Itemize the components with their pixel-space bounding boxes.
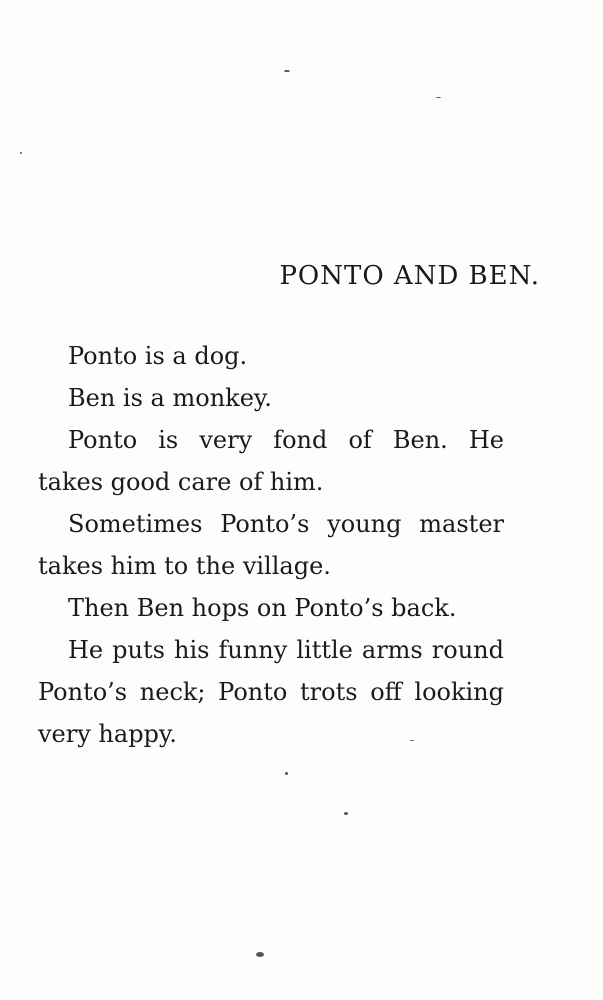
text-line: very happy. bbox=[38, 720, 177, 748]
scan-speck bbox=[256, 952, 264, 957]
page-title: PONTO AND BEN. bbox=[279, 261, 540, 291]
text-line: Ponto is very fond of Ben. He bbox=[68, 426, 504, 454]
scan-speck bbox=[20, 152, 22, 154]
story-text bbox=[38, 335, 504, 755]
text-line: takes good care of him. bbox=[38, 468, 324, 496]
text-line: Ponto’s neck; Ponto trots off looking bbox=[38, 678, 504, 706]
text-line: Ben is a monkey. bbox=[68, 384, 272, 412]
text-line: Sometimes Ponto’s young master bbox=[68, 510, 504, 538]
scan-speck bbox=[436, 97, 441, 98]
text-line: Ponto is a dog. bbox=[68, 342, 248, 370]
scan-speck bbox=[410, 740, 414, 741]
text-line: He puts his funny little arms round bbox=[68, 636, 504, 664]
scan-speck bbox=[284, 70, 290, 72]
text-line: takes him to the village. bbox=[38, 552, 331, 580]
scan-speck bbox=[285, 772, 288, 775]
text-line: Then Ben hops on Ponto’s back. bbox=[68, 594, 457, 622]
scan-speck bbox=[344, 812, 348, 815]
